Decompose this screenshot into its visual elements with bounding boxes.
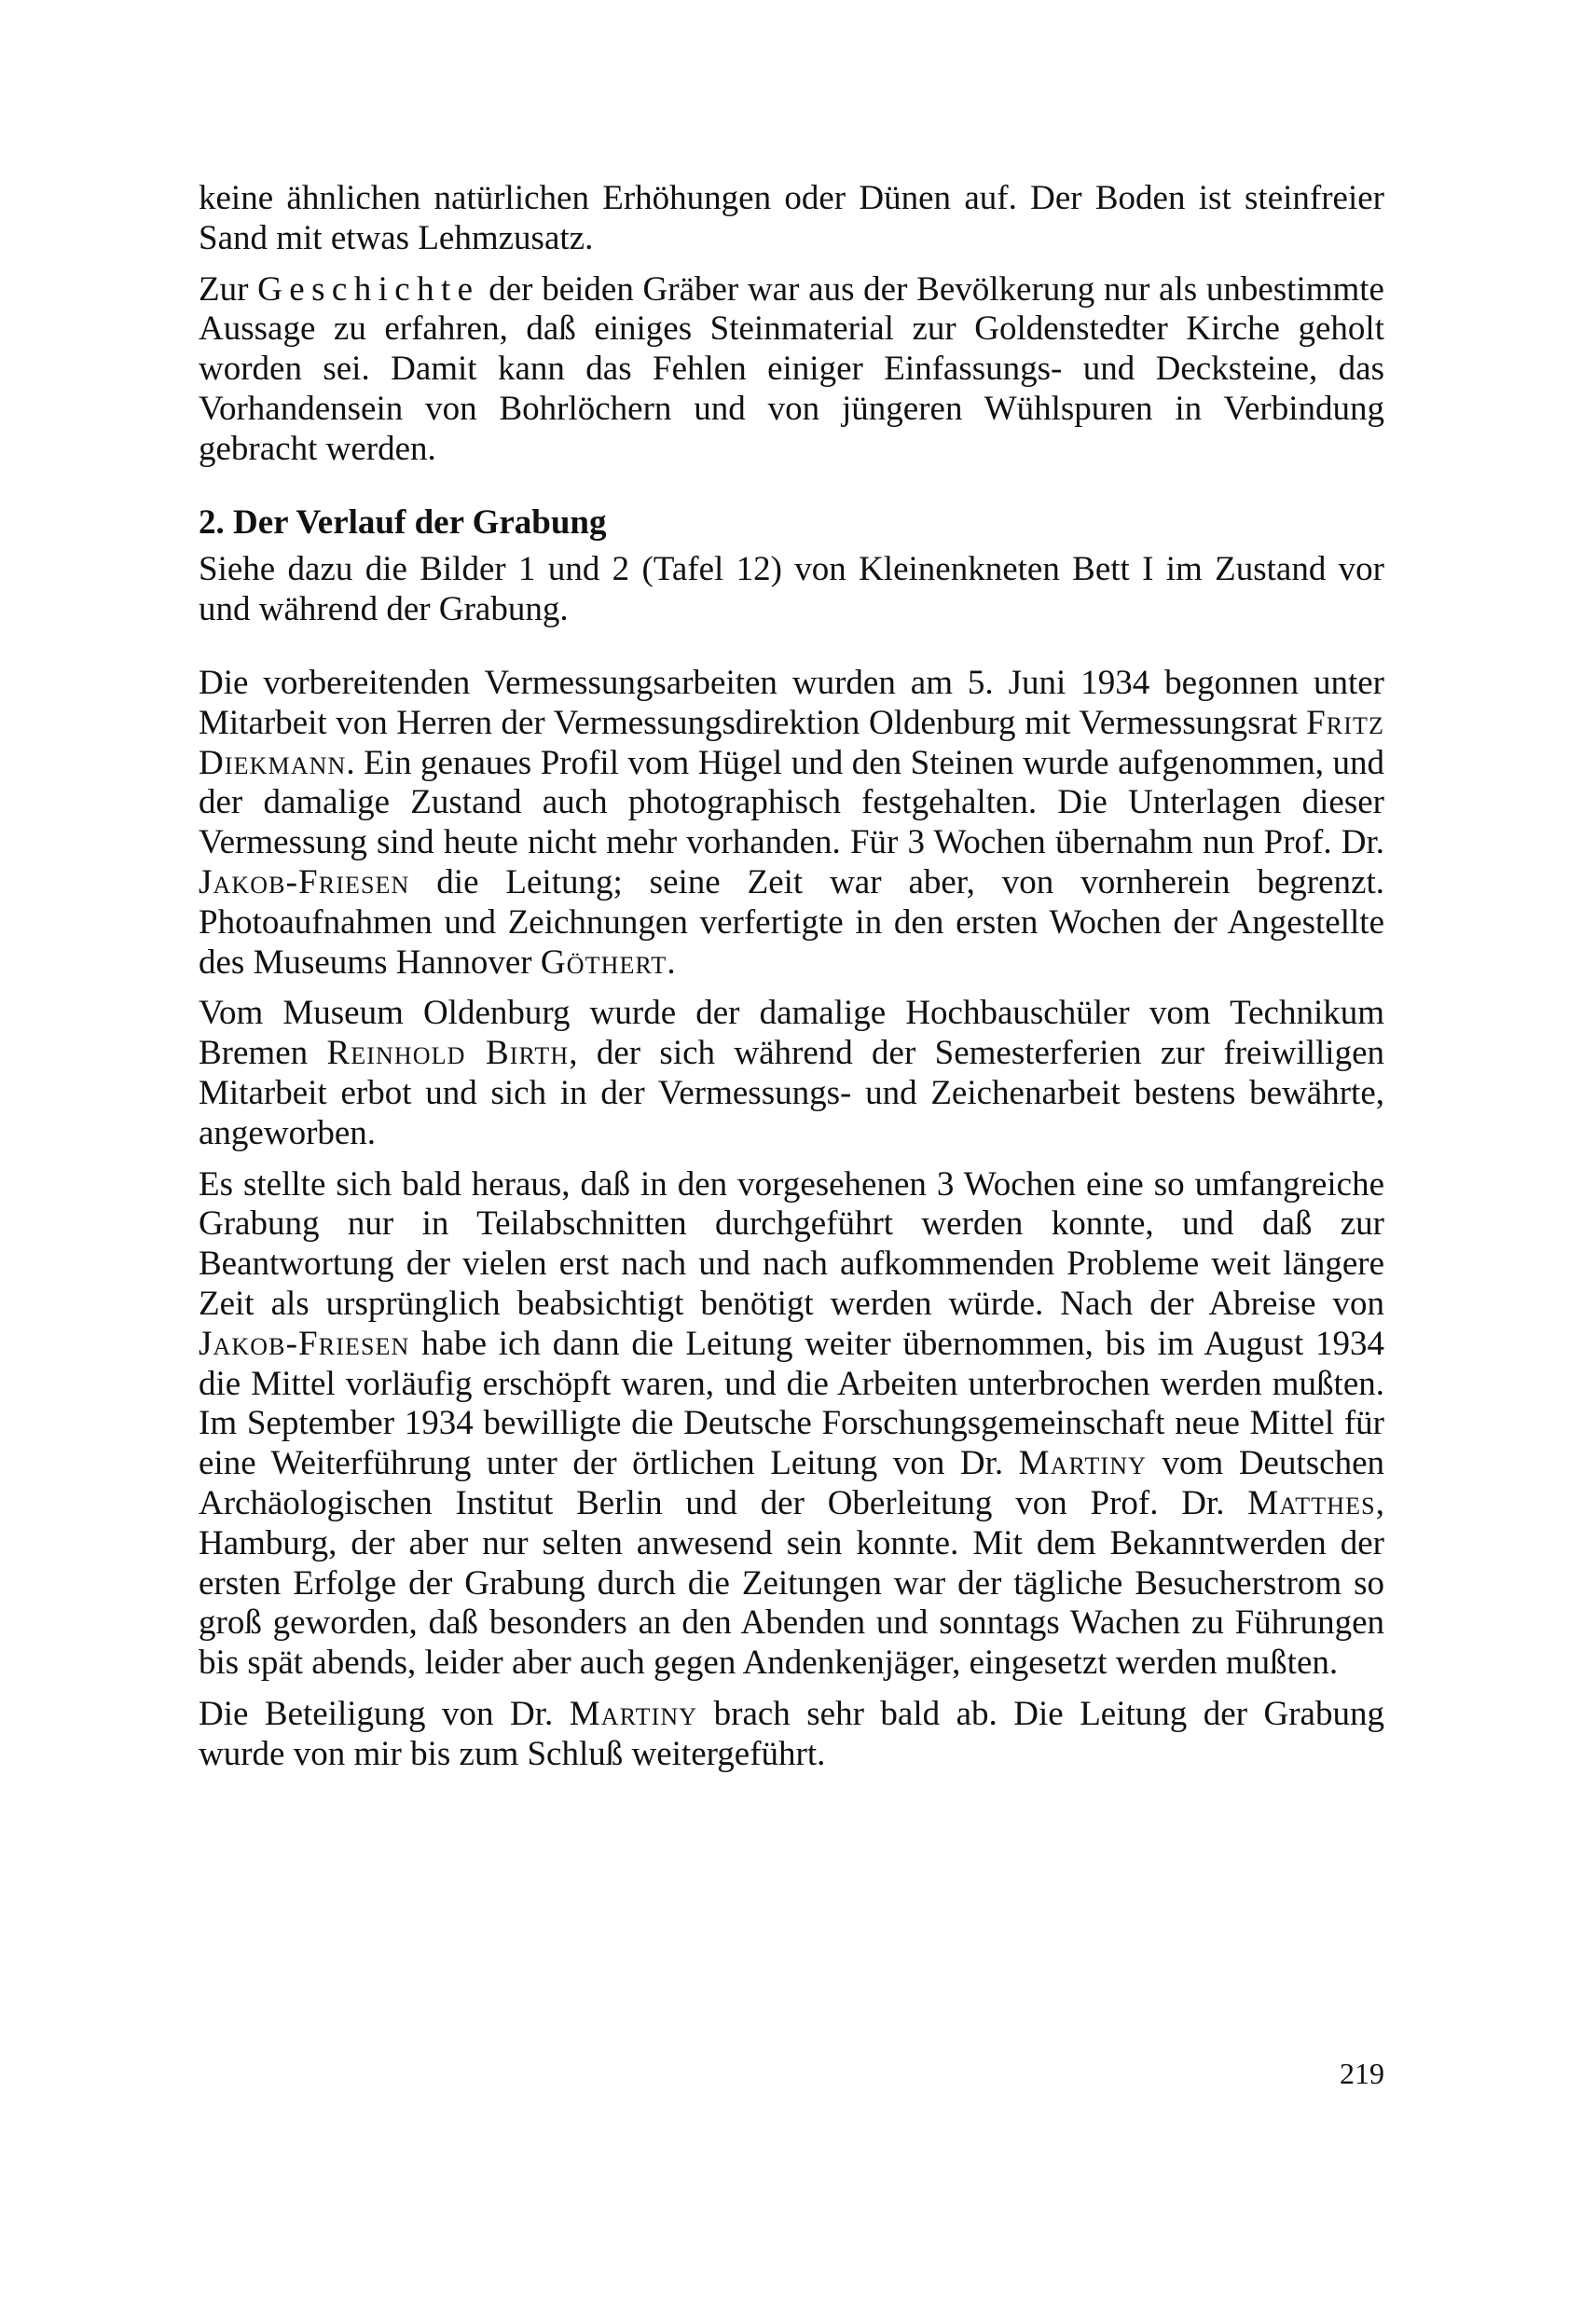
paragraph-5 bbox=[199, 994, 1384, 1153]
paragraph-6-text-4: , Hamburg, der aber nur selten anwesend sein konnte. Mit dem Bekanntwerden der ersten Erfolge der Grabung durch die Zeitungen war der tägliche Besucherstrom so groß geworden, daß besonders an den Abenden und sonntags Wachen zu Führungen bis spät abends, leider aber auch gegen Andenkenjäger, eingesetzt werden mußten. bbox=[199, 1483, 1384, 1683]
paragraph-6-text-3: vom Deutschen Archäologischen Institut Berlin und der Oberleitung von Prof. Dr. bbox=[199, 1444, 1384, 1522]
paragraph-6-text-2: habe ich dann die Leitung weiter übernommen, bis im August 1934 die Mittel vorläufig erschöpft waren, und die Arbeiten unterbrochen werden mußten. Im September 1934 bewilligte die Deutsche Forschungsgemeinschaft neue Mittel für eine Weiterführung unter der örtlichen Leitung von Dr. bbox=[199, 1324, 1384, 1483]
paragraph-3 bbox=[199, 550, 1384, 630]
paragraph-7-text-1: Die Beteiligung von Dr. bbox=[199, 1694, 570, 1733]
paragraph-7 bbox=[199, 1695, 1384, 1775]
paragraph-6 bbox=[199, 1165, 1384, 1684]
person-name: Jakob-Friesen bbox=[199, 1324, 410, 1363]
person-name: Göthert bbox=[540, 943, 667, 982]
paragraph-7-text-2: brach sehr bald ab. Die Leitung der Grabung wurde von mir bis zum Schluß weitergeführt. bbox=[199, 1694, 1384, 1773]
person-name: Reinhold Birth bbox=[326, 1034, 570, 1073]
paragraph-3-text: Siehe dazu die Bilder 1 und 2 (Tafel 12) von Kleinenkneten Bett I im Zustand vor und während der Grabung. bbox=[199, 550, 1384, 629]
page-text bbox=[199, 179, 1384, 1785]
paragraph-6-text-1: Es stellte sich bald heraus, daß in den vorgesehenen 3 Wochen eine so umfangreiche Grabung nur in Teilabschnitten durchgeführt werden konnte, und daß zur Beantwortung der vielen erst nach und nach aufkommenden Probleme weit längere Zeit als ursprünglich beabsichtigt benötigt werden würde. Nach der Abreise von bbox=[199, 1164, 1384, 1323]
page-number: 219 bbox=[1340, 2057, 1384, 2090]
paragraph-2 bbox=[199, 270, 1384, 470]
paragraph-1-text: keine ähnlichen natürlichen Erhöhungen oder Dünen auf. Der Boden ist steinfreier Sand mit etwas Lehmzusatz. bbox=[199, 179, 1384, 257]
paragraph-2-lead: Zur bbox=[199, 269, 258, 309]
person-name: Martiny bbox=[569, 1694, 698, 1733]
paragraph-4-text-3: die Leitung; seine Zeit war aber, von vornherein begrenzt. Photoaufnahmen und Zeichnungen verfertigte in den ersten Wochen der Angestellte des Museums Hannover bbox=[199, 862, 1384, 982]
paragraph-1 bbox=[199, 179, 1384, 259]
paragraph-2-rest: der beiden Gräber war aus der Bevölkerung nur als unbestimmte Aussage zu erfahren, daß einiges Steinmaterial zur Goldenstedter Kirche geholt worden sei. Damit kann das Fehlen einiger Einfassungs- und Decksteine, das Vorhandensein von Bohrlöchern und von jüngeren Wühlspuren in Verbindung gebracht werden. bbox=[199, 269, 1384, 468]
person-name: Jakob-Friesen bbox=[199, 862, 410, 901]
paragraph-4-text-2: . Ein genaues Profil vom Hügel und den Steinen wurde aufgenommen, und der damalige Zustand auch photographisch festgehalten. Die Unterlagen dieser Vermessung sind heute nicht mehr vorhanden. Für 3 Wochen übernahm nun Prof. Dr. bbox=[199, 743, 1384, 862]
section-heading: 2. Der Verlauf der Grabung bbox=[199, 502, 607, 542]
person-name: Martiny bbox=[1018, 1444, 1147, 1483]
person-name: Matthes bbox=[1247, 1483, 1376, 1522]
paragraph-4-text-1: Die vorbereitenden Vermessungsarbeiten wurden am 5. Juni 1934 begonnen unter Mitarbeit von Herren der Vermessungsdirektion Oldenburg mit Vermessungsrat bbox=[199, 663, 1384, 742]
paragraph-4 bbox=[199, 664, 1384, 983]
paragraph-5-text-1: Vom Museum Oldenburg wurde der damalige Hochbauschüler vom Technikum Bremen bbox=[199, 994, 1384, 1073]
paragraph-2-spaced-word: Geschichte bbox=[257, 269, 480, 309]
person-name: Fritz Diekmann bbox=[199, 703, 1384, 782]
paragraph-5-text-2: , der sich während der Semesterferien zur freiwilligen Mitarbeit erbot und sich in der Vermessungs- und Zeichenarbeit bestens bewährte, angeworben. bbox=[199, 1034, 1384, 1152]
paragraph-4-text-4: . bbox=[667, 943, 676, 982]
